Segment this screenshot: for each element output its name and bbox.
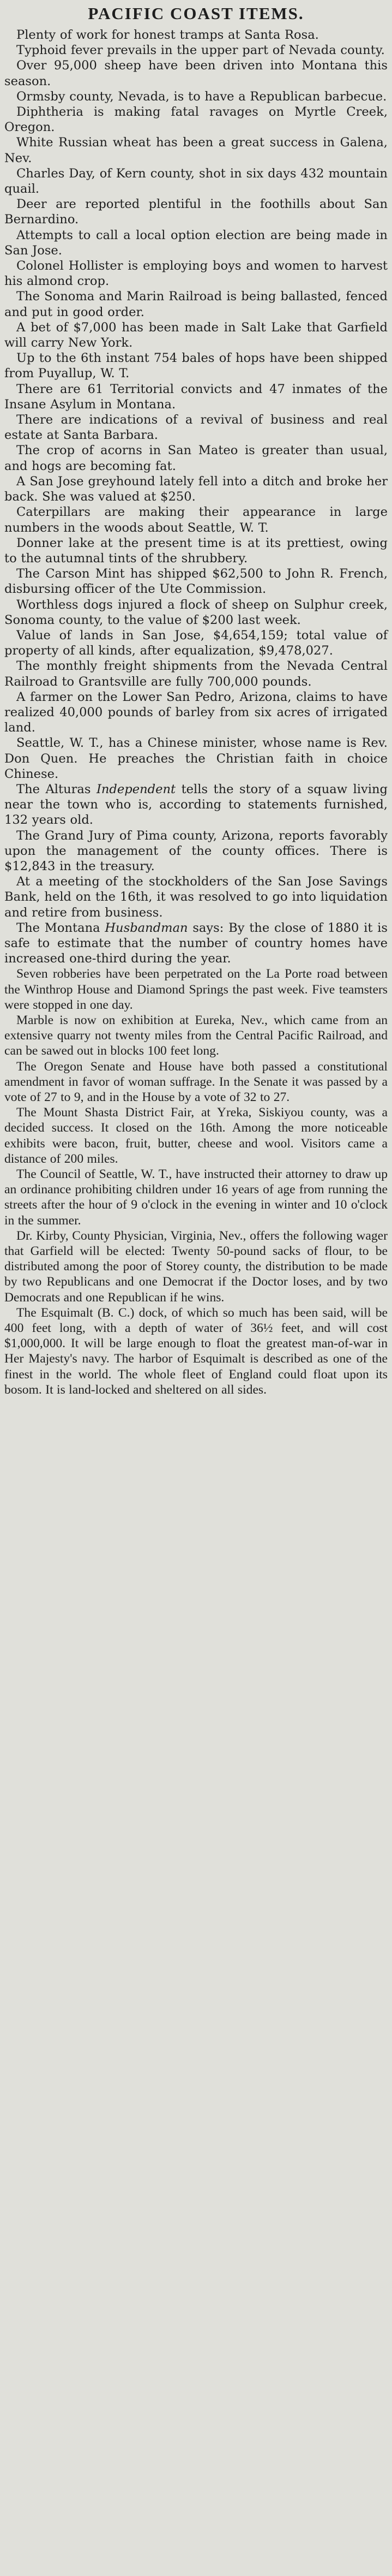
news-item: Value of lands in San Jose, $4,654,159; total value of property of all kinds, after equalization, $9,478,027. <box>4 628 388 658</box>
news-item: Colonel Hollister is employing boys and women to harvest his almond crop. <box>4 259 388 289</box>
news-item: There are 61 Territorial convicts and 47 inmates of the Insane Asylum in Montana. <box>4 382 388 412</box>
news-item: Plenty of work for honest tramps at Santa Rosa. <box>16 28 319 42</box>
news-item: Typhoid fever prevails in the upper part of Nevada county. <box>16 43 385 58</box>
news-item: The Mount Shasta District Fair, at Yreka, Siskiyou county, was a decided success. It closed on the 16th. Among the more noticeable exhibits were bacon, fruit, butter, cheese and wool. Visitors came a distance of 200 miles. <box>4 1105 388 1166</box>
news-item: The Oregon Senate and House have both passed a constitutional amendment in favor of woman suffrage. In the Senate it was passed by a vote of 27 to 9, and in the House by a vote of 32 to 27. <box>4 1059 388 1105</box>
news-item: The Council of Seattle, W. T., have instructed their attorney to draw up an ordinance prohibiting children under 16 years of age from running the streets after the hour of 9 o'clock in the evening in winter and 10 o'clock in the summer. <box>4 1167 388 1228</box>
news-item: Seattle, W. T., has a Chinese minister, whose name is Rev. Don Quen. He preaches the Christian faith in choice Chinese. <box>4 736 388 781</box>
news-item: Attempts to call a local option election are being made in San Jose. <box>4 228 388 258</box>
news-item: A bet of $7,000 has been made in Salt Lake that Garfield will carry New York. <box>4 320 388 350</box>
news-item: Caterpillars are making their appearance in large numbers in the woods about Seattle, W. T. <box>4 505 388 535</box>
news-item: The monthly freight shipments from the Nevada Central Railroad to Grantsville are fully 700,000 pounds. <box>4 659 388 689</box>
column-headline: PACIFIC COAST ITEMS. <box>88 4 304 23</box>
news-item: The crop of acorns in San Mateo is greater than usual, and hogs are becoming fat. <box>4 443 388 473</box>
news-item: Marble is now on exhibition at Eureka, Nev., which came from an extensive quarry not twenty miles from the Central Pacific Railroad, and can be sawed out in blocks 100 feet long. <box>4 1013 388 1058</box>
news-item: Up to the 6th instant 754 bales of hops have been shipped from Puyallup, W. T. <box>4 351 388 381</box>
news-item: Ormsby county, Nevada, is to have a Republican barbecue. <box>16 89 387 104</box>
news-item: Dr. Kirby, County Physician, Virginia, Nev., offers the following wager that Garfield will be elected: Twenty 50-pound sacks of flour, to be distributed among the poor of Storey county, the distribution to be made by two Republicans and one Democrat if the Doctor loses, and by two Democrats and one Republican if he wins. <box>4 1228 388 1305</box>
news-item: Donner lake at the present time is at its prettiest, owing to the autumnal tints of the shrubbery. <box>4 536 388 566</box>
publication-title: Husbandman <box>105 920 188 935</box>
news-item: Worthless dogs injured a flock of sheep on Sulphur creek, Sonoma county, to the value of $200 last week. <box>4 597 388 627</box>
news-item: At a meeting of the stockholders of the San Jose Savings Bank, held on the 16th, it was resolved to go into liquidation and retire from business. <box>4 874 388 920</box>
news-item: The Carson Mint has shipped $62,500 to John R. French, disbursing officer of the Ute Commission. <box>4 567 388 597</box>
publication-title: Independent <box>96 782 176 796</box>
news-item: Seven robberies have been perpetrated on the La Porte road between the Winthrop House and Diamond Springs the past week. Five teamsters were stopped in one day. <box>4 967 388 1012</box>
news-item: Charles Day, of Kern county, shot in six days 432 mountain quail. <box>4 166 388 197</box>
news-item: Diphtheria is making fatal ravages on Myrtle Creek, Oregon. <box>4 105 388 135</box>
news-item: A farmer on the Lower San Pedro, Arizona, claims to have realized 40,000 pounds of barley from six acres of irrigated land. <box>4 689 388 735</box>
news-item: The Grand Jury of Pima county, Arizona, reports favorably upon the management of the county offices. There is $12,843 in the treasury. <box>4 828 388 873</box>
news-item: A San Jose greyhound lately fell into a ditch and broke her back. She was valued at $250. <box>4 474 388 504</box>
news-item: Over 95,000 sheep have been driven into Montana this season. <box>4 58 388 88</box>
news-item: The Sonoma and Marin Railroad is being ballasted, fenced and put in good order. <box>4 289 388 319</box>
news-item: There are indications of a revival of business and real estate at Santa Barbara. <box>4 413 388 443</box>
news-item: White Russian wheat has been a great success in Galena, Nev. <box>4 135 388 165</box>
news-item: The Alturas Independent tells the story of a squaw living near the town who is, according to statements furnished, 132 years old. <box>4 782 388 828</box>
news-item: The Esquimalt (B. C.) dock, of which so much has been said, will be 400 feet long, with a depth of water of 36½ feet, and will cost $1,000,000. It will be large enough to float the greatest man-of-war in Her Majesty's navy. The harbor of Esquimalt is described as one of the finest in the world. The whole fleet of England could float upon its bosom. It is land-locked and sheltered on all sides. <box>4 1305 388 1397</box>
news-item: The Montana Husbandman says: By the close of 1880 it is safe to estimate that the number of country homes have increased one-third during the year. <box>4 920 388 966</box>
news-items <box>4 27 388 1397</box>
news-item: Deer are reported plentiful in the foothills about San Bernardino. <box>4 197 388 227</box>
